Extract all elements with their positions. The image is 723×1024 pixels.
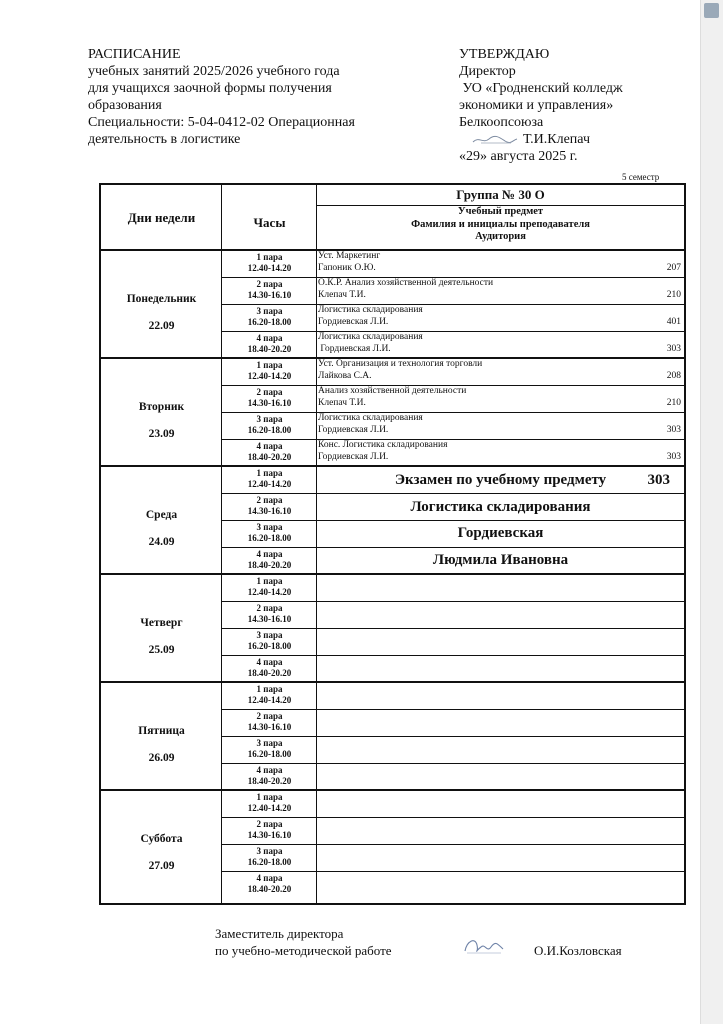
- slot-label: 4 пара: [256, 765, 283, 775]
- slot-time: [222, 360, 317, 382]
- slot-label: 1 пара: [256, 684, 283, 694]
- lesson-cell: [317, 359, 684, 382]
- slot-time: [222, 603, 317, 625]
- slot-time: [222, 711, 317, 733]
- slot-label: 2 пара: [256, 495, 283, 505]
- slot-label: 2 пара: [256, 603, 283, 613]
- approver-name: Т.И.Клепач: [523, 132, 590, 147]
- day-name: Среда: [145, 509, 178, 521]
- slot-hours: 14.30-16.10: [247, 830, 292, 840]
- slot-hours: 14.30-16.10: [247, 398, 292, 408]
- day-separator: [101, 573, 684, 575]
- slot-label: 1 пара: [256, 468, 283, 478]
- slot-label: 4 пара: [256, 549, 283, 559]
- day-date: 23.09: [148, 428, 175, 440]
- slot-label: 2 пара: [256, 711, 283, 721]
- lesson-subject: О.К.Р. Анализ хозяйственной деятельности: [318, 278, 494, 288]
- lesson-room: 208: [666, 370, 681, 381]
- slot-hours: 16.20-18.00: [247, 317, 292, 327]
- title-line: образования: [88, 98, 162, 113]
- approver-signature-line: [459, 131, 679, 148]
- slot-time: [222, 279, 317, 301]
- footer-signature: [215, 925, 645, 959]
- table-header: [101, 185, 684, 250]
- slot-label: 1 пара: [256, 360, 283, 370]
- slot-label: 2 пара: [256, 387, 283, 397]
- signature-icon: [461, 933, 507, 957]
- lesson-cell: [317, 440, 684, 463]
- slot-label: 1 пара: [256, 252, 283, 262]
- slot-separator: [222, 601, 684, 602]
- approver-position: Директор: [459, 64, 516, 79]
- logo-icon: [704, 3, 719, 18]
- header-subject-line: Учебный предмет: [457, 206, 544, 217]
- title-line: учебных занятий 2025/2026 учебного года: [88, 64, 340, 79]
- schedule-title: РАСПИСАНИЕ: [88, 47, 181, 62]
- slot-time: [222, 252, 317, 274]
- slot-hours: 16.20-18.00: [247, 425, 292, 435]
- slot-separator: [222, 817, 684, 818]
- slot-hours: 14.30-16.10: [247, 506, 292, 516]
- exam-teacher-name: Людмила Ивановна: [432, 552, 569, 568]
- lesson-teacher: Гордиевская Л.И.: [318, 424, 389, 435]
- slot-time: [222, 765, 317, 787]
- slot-separator: [222, 628, 684, 629]
- slot-hours: 18.40-20.20: [247, 884, 292, 894]
- lesson-cell: [317, 305, 684, 328]
- schedule-table: [99, 183, 686, 905]
- day-separator: [101, 465, 684, 467]
- day-date: 27.09: [148, 860, 175, 872]
- lesson-subject: Логистика складирования: [318, 305, 423, 315]
- slot-hours: 16.20-18.00: [247, 749, 292, 759]
- slot-time: [222, 792, 317, 814]
- slot-separator: [222, 547, 684, 548]
- lesson-subject: Логистика складирования: [318, 413, 423, 423]
- header-subject-line: Фамилия и инициалы преподавателя: [411, 218, 590, 230]
- specialty-line: Специальности: 5-04-0412-02 Операционная: [88, 115, 355, 130]
- slot-time: [222, 495, 317, 517]
- slot-separator: [222, 493, 684, 494]
- lesson-cell: [317, 332, 684, 355]
- slot-label: 4 пара: [256, 657, 283, 667]
- lesson-cell: [317, 413, 684, 436]
- deputy-position: по учебно-методической работе: [215, 943, 392, 958]
- lesson-room: 303: [666, 451, 681, 462]
- slot-time: [222, 846, 317, 868]
- slot-label: 1 пара: [256, 792, 283, 802]
- exam-subject: Логистика складирования: [410, 499, 591, 515]
- approval-block: [459, 46, 679, 165]
- slot-label: 3 пара: [256, 738, 283, 748]
- lesson-teacher: Клепач Т.И.: [318, 397, 366, 408]
- slot-time: [222, 630, 317, 652]
- slot-label: 1 пара: [256, 576, 283, 586]
- slot-time: [222, 522, 317, 544]
- slot-separator: [222, 655, 684, 656]
- day-name: Пятница: [138, 725, 185, 737]
- slot-time: [222, 684, 317, 706]
- slot-hours: 12.40-14.20: [247, 587, 292, 597]
- exam-title: Экзамен по учебному предмету: [394, 472, 607, 488]
- approval-date: «29» августа 2025 г.: [459, 149, 578, 164]
- day-name: Четверг: [140, 617, 183, 629]
- slot-label: 3 пара: [256, 414, 283, 424]
- lesson-room: 207: [666, 262, 681, 273]
- slot-time: [222, 738, 317, 760]
- slot-label: 2 пара: [256, 279, 283, 289]
- approver-org: Белкоопсоюза: [459, 115, 544, 130]
- slot-time: [222, 576, 317, 598]
- approval-title: УТВЕРЖДАЮ: [459, 47, 550, 62]
- slot-hours: 18.40-20.20: [247, 668, 292, 678]
- slot-label: 3 пара: [256, 846, 283, 856]
- slot-label: 2 пара: [256, 819, 283, 829]
- slot-separator: [222, 763, 684, 764]
- slot-hours: 12.40-14.20: [247, 695, 292, 705]
- slot-separator: [222, 844, 684, 845]
- slot-hours: 12.40-14.20: [247, 479, 292, 489]
- slot-hours: 16.20-18.00: [247, 533, 292, 543]
- slot-time: [222, 819, 317, 841]
- day-name: Вторник: [138, 401, 185, 413]
- exam-room: 303: [647, 472, 670, 488]
- slot-label: 4 пара: [256, 873, 283, 883]
- slot-separator: [222, 871, 684, 872]
- lesson-subject: Логистика складирования: [318, 332, 423, 342]
- lesson-subject: Анализ хозяйственной деятельности: [318, 386, 467, 396]
- slot-hours: 14.30-16.10: [247, 614, 292, 624]
- header-group: Группа № 30 О: [317, 185, 684, 206]
- header-days: Дни недели: [127, 209, 196, 225]
- slot-hours: 18.40-20.20: [247, 452, 292, 462]
- slot-label: 3 пара: [256, 522, 283, 532]
- day-date: 25.09: [148, 644, 175, 656]
- title-line: для учащихся заочной формы получения: [88, 81, 332, 96]
- slot-label: 3 пара: [256, 306, 283, 316]
- lesson-room: 210: [666, 397, 681, 408]
- slot-separator: [222, 736, 684, 737]
- slot-hours: 18.40-20.20: [247, 560, 292, 570]
- header-subject: [317, 205, 684, 250]
- lesson-teacher: Гапоник О.Ю.: [318, 262, 376, 273]
- day-name: Понедельник: [126, 293, 197, 305]
- slot-hours: 16.20-18.00: [247, 857, 292, 867]
- lesson-cell: [317, 278, 684, 301]
- lesson-subject: Уст. Маркетинг: [318, 251, 381, 261]
- slot-hours: 14.30-16.10: [247, 722, 292, 732]
- day-date: 24.09: [148, 536, 175, 548]
- day-date: 22.09: [148, 320, 175, 332]
- lesson-teacher: Лайкова С.А.: [318, 370, 372, 381]
- slot-time: [222, 306, 317, 328]
- lesson-teacher: Гордиевская Л.И.: [318, 343, 391, 354]
- slot-time: [222, 657, 317, 679]
- slot-hours: 14.30-16.10: [247, 290, 292, 300]
- slot-hours: 18.40-20.20: [247, 344, 292, 354]
- lesson-teacher: Клепач Т.И.: [318, 289, 366, 300]
- slot-hours: 12.40-14.20: [247, 263, 292, 273]
- lesson-room: 303: [666, 343, 681, 354]
- specialty-line: деятельность в логистике: [88, 132, 241, 147]
- lesson-room: 303: [666, 424, 681, 435]
- lesson-subject: Конс. Логистика складирования: [318, 440, 448, 450]
- day-separator: [101, 681, 684, 683]
- day-name: Суббота: [140, 833, 183, 845]
- day-date: 26.09: [148, 752, 175, 764]
- lesson-room: 401: [666, 316, 681, 327]
- slot-time: [222, 414, 317, 436]
- lesson-cell: [317, 251, 684, 274]
- slot-hours: 16.20-18.00: [247, 641, 292, 651]
- slot-time: [222, 468, 317, 490]
- deputy-position: Заместитель директора: [215, 926, 344, 941]
- slot-separator: [222, 709, 684, 710]
- slot-time: [222, 441, 317, 463]
- deputy-name: О.И.Козловская: [534, 943, 622, 958]
- lesson-teacher: Гордиевская Л.И.: [318, 451, 389, 462]
- day-separator: [101, 789, 684, 791]
- lesson-cell: [317, 386, 684, 409]
- slot-hours: 18.40-20.20: [247, 776, 292, 786]
- lesson-room: 210: [666, 289, 681, 300]
- header-subject-line: Аудитория: [475, 231, 526, 242]
- slot-time: [222, 333, 317, 355]
- header-hours: Часы: [253, 214, 286, 230]
- exam-line-1: [317, 472, 684, 489]
- schedule-title-block: [88, 46, 418, 148]
- lesson-subject: Уст. Организация и технология торговли: [318, 359, 483, 369]
- side-strip: [700, 0, 723, 1024]
- slot-time: [222, 387, 317, 409]
- slot-time: [222, 549, 317, 571]
- slot-label: 4 пара: [256, 441, 283, 451]
- lesson-teacher: Гордиевская Л.И.: [318, 316, 389, 327]
- slot-label: 4 пара: [256, 333, 283, 343]
- slot-separator: [222, 520, 684, 521]
- slot-hours: 12.40-14.20: [247, 803, 292, 813]
- semester-label: 5 семестр: [622, 172, 660, 182]
- approver-org: УО «Гродненский колледж: [459, 81, 623, 96]
- slot-hours: 12.40-14.20: [247, 371, 292, 381]
- slot-label: 3 пара: [256, 630, 283, 640]
- approver-org: экономики и управления»: [459, 98, 614, 113]
- slot-time: [222, 873, 317, 895]
- exam-teacher-surname: Гордиевская: [457, 525, 544, 541]
- signature-icon: [471, 133, 519, 145]
